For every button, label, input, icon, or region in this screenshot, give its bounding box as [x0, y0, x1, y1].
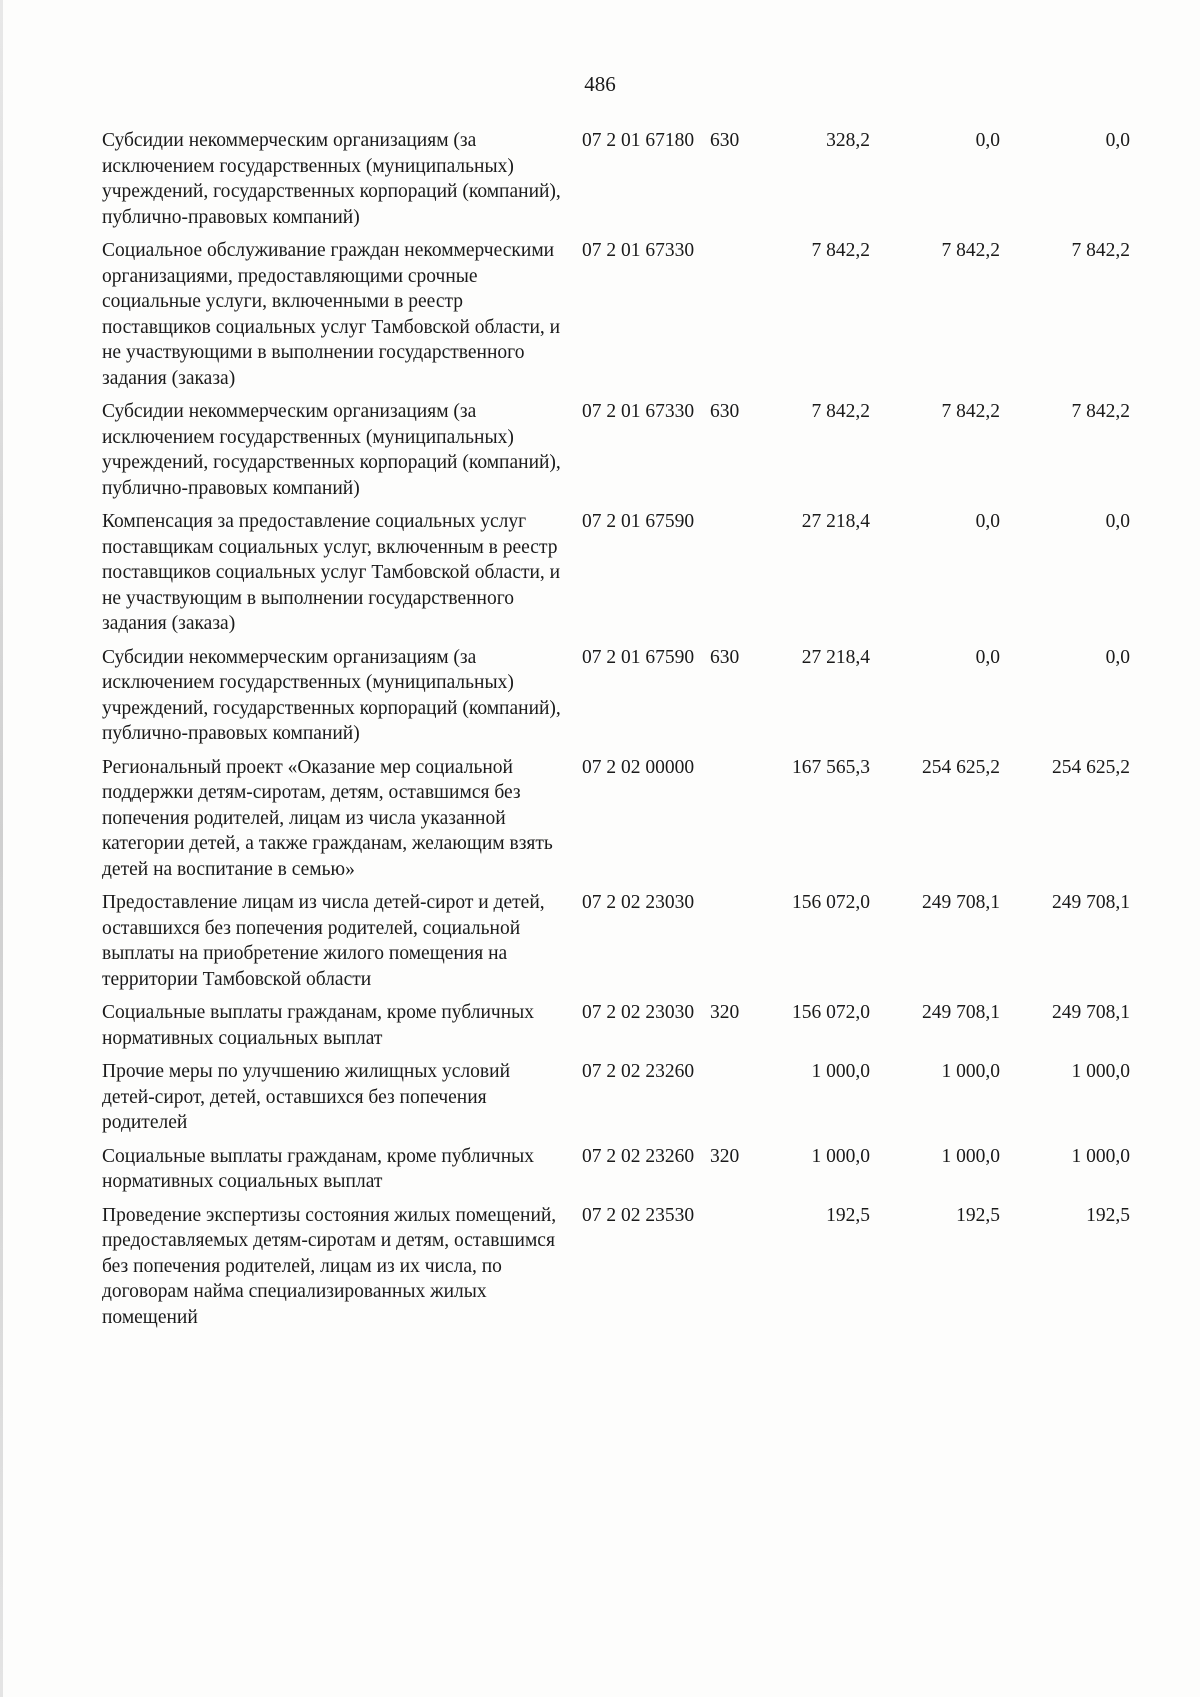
amount-year-3: 0,0	[1105, 646, 1130, 668]
budget-table	[102, 128, 1182, 1338]
amount-year-1: 27 218,4	[801, 646, 870, 668]
amount-year-2: 1 000,0	[941, 1061, 1000, 1082]
amount-year-3: 249 708,1	[1052, 1002, 1130, 1023]
target-article-code: 07 2 01 67590	[582, 646, 695, 668]
amount-year-2: 249 708,1	[922, 1002, 1000, 1023]
amount-year-1: 328,2	[826, 130, 870, 151]
target-article-code: 07 2 01 67590	[582, 511, 695, 532]
target-article-code: 07 2 01 67330	[582, 401, 695, 422]
target-article-code: 07 2 02 23030	[582, 892, 695, 913]
amount-year-3: 0,0	[1105, 130, 1130, 151]
amount-year-2: 192,5	[956, 1204, 1000, 1226]
table-row	[102, 890, 1182, 992]
expense-name: Субсидии некоммерческим организациям (за исключением государственных (муниципальных) учреждений, государственных корпораций (компаний), публично-правовых компаний)	[102, 646, 561, 744]
amount-year-3: 1 000,0	[1071, 1145, 1130, 1167]
table-row	[102, 399, 1182, 501]
amount-year-3: 249 708,1	[1052, 892, 1130, 913]
target-article-code: 07 2 02 23030	[582, 1002, 695, 1023]
amount-year-2: 1 000,0	[941, 1145, 1000, 1167]
amount-year-2: 7 842,2	[941, 240, 1000, 261]
expense-type-code: 630	[710, 401, 740, 422]
expense-type-code: 320	[710, 1002, 740, 1023]
expense-type-code: 630	[710, 646, 740, 668]
expense-name: Прочие меры по улучшению жилищных условий детей-сирот, детей, оставшихся без попечения родителей	[102, 1061, 511, 1133]
amount-year-3: 192,5	[1086, 1204, 1130, 1226]
table-row	[102, 1203, 1182, 1331]
amount-year-3: 1 000,0	[1071, 1061, 1130, 1082]
amount-year-1: 27 218,4	[801, 511, 870, 532]
expense-type-code: 630	[710, 130, 740, 151]
amount-year-2: 0,0	[975, 130, 1000, 151]
target-article-code: 07 2 01 67330	[582, 240, 695, 261]
table-row	[102, 509, 1182, 637]
table-row	[102, 1144, 1182, 1195]
table-row	[102, 1000, 1182, 1051]
expense-name: Социальные выплаты гражданам, кроме публичных нормативных социальных выплат	[102, 1002, 534, 1049]
expense-name: Субсидии некоммерческим организациям (за исключением государственных (муниципальных) учреждений, государственных корпораций (компаний), публично-правовых компаний)	[102, 130, 561, 228]
amount-year-3: 254 625,2	[1052, 756, 1130, 778]
amount-year-1: 192,5	[826, 1204, 870, 1226]
amount-year-1: 1 000,0	[811, 1145, 870, 1167]
amount-year-2: 254 625,2	[922, 756, 1000, 778]
amount-year-2: 0,0	[975, 511, 1000, 532]
amount-year-1: 7 842,2	[811, 401, 870, 422]
amount-year-2: 0,0	[975, 646, 1000, 668]
amount-year-3: 7 842,2	[1071, 401, 1130, 422]
expense-name: Компенсация за предоставление социальных услуг поставщикам социальных услуг, включенным в реестр поставщиков социальных услуг Тамбовской области, и не участвующим в выполнении государственного задания (заказа)	[102, 511, 561, 634]
table-row	[102, 755, 1182, 883]
amount-year-2: 249 708,1	[922, 892, 1000, 913]
scan-edge-shadow	[0, 0, 3, 1697]
target-article-code: 07 2 01 67180	[582, 130, 695, 151]
target-article-code: 07 2 02 23530	[582, 1204, 695, 1226]
target-article-code: 07 2 02 23260	[582, 1061, 695, 1082]
expense-name: Региональный проект «Оказание мер социальной поддержки детям-сиротам, детям, оставшимся без попечения родителей, лицам из числа указанной категории детей, а также гражданам, желающим взять детей на воспитание в семью»	[102, 756, 553, 880]
table-row	[102, 645, 1182, 747]
amount-year-1: 156 072,0	[792, 1002, 870, 1023]
amount-year-3: 0,0	[1105, 511, 1130, 532]
target-article-code: 07 2 02 23260	[582, 1145, 695, 1167]
amount-year-1: 7 842,2	[811, 240, 870, 261]
table-row	[102, 238, 1182, 391]
amount-year-1: 156 072,0	[792, 892, 870, 913]
amount-year-3: 7 842,2	[1071, 240, 1130, 261]
expense-name: Субсидии некоммерческим организациям (за исключением государственных (муниципальных) учреждений, государственных корпораций (компаний), публично-правовых компаний)	[102, 401, 561, 499]
expense-name: Социальное обслуживание граждан некоммерческими организациями, предоставляющими срочные социальные услуги, включенными в реестр поставщиков социальных услуг Тамбовской области, и не участвующими в выполнении государственного задания (заказа)	[102, 240, 561, 389]
amount-year-1: 167 565,3	[792, 756, 870, 778]
expense-name: Предоставление лицам из числа детей-сирот и детей, оставшихся без попечения родителей, социальной выплаты на приобретение жилого помещения на территории Тамбовской области	[102, 892, 545, 990]
amount-year-1: 1 000,0	[811, 1061, 870, 1082]
table-row	[102, 128, 1182, 230]
target-article-code: 07 2 02 00000	[582, 756, 695, 778]
amount-year-2: 7 842,2	[941, 401, 1000, 422]
expense-name: Проведение экспертизы состояния жилых помещений, предоставляемых детям-сиротам и детям, оставшимся без попечения родителей, лицам из их числа, по договорам найма специализированных жилых помещений	[102, 1204, 557, 1328]
expense-name: Социальные выплаты гражданам, кроме публичных нормативных социальных выплат	[102, 1145, 534, 1192]
table-row	[102, 1059, 1182, 1136]
page-number: 486	[584, 72, 616, 96]
expense-type-code: 320	[710, 1145, 740, 1167]
